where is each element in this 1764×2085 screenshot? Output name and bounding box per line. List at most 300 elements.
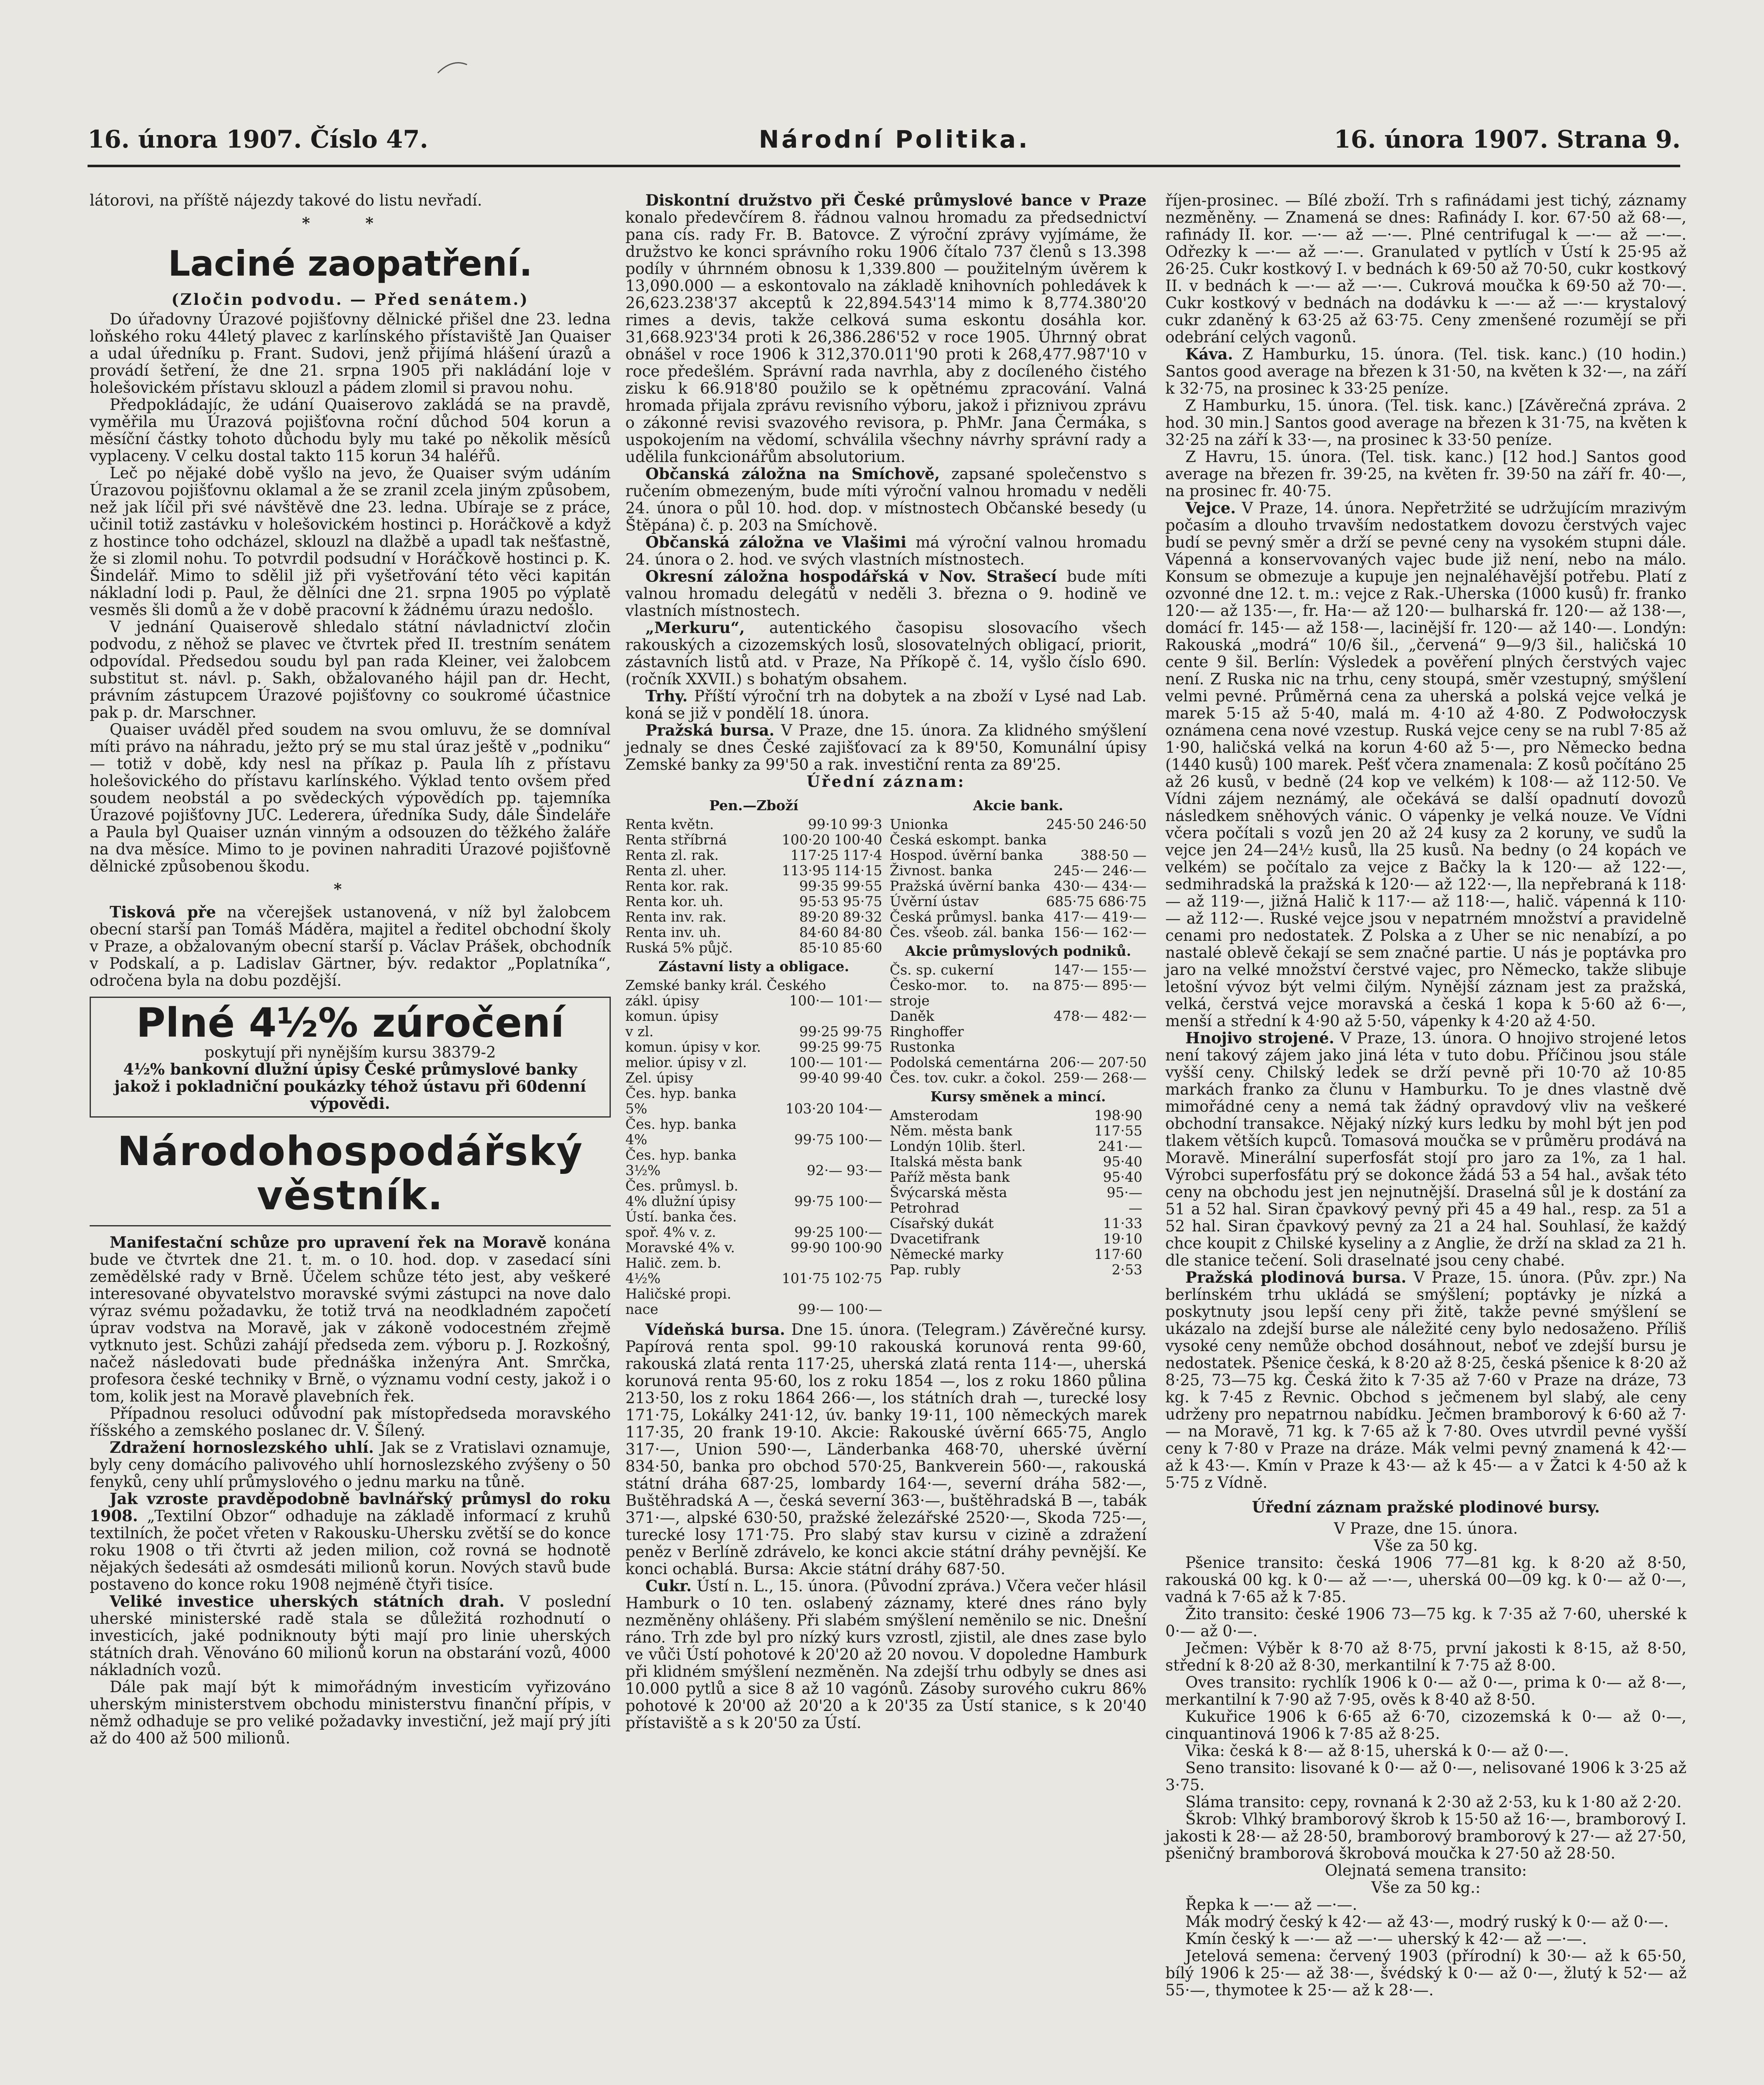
- row-label: zákl. úpisy: [625, 992, 700, 1009]
- row-value: 100·90: [834, 1239, 882, 1256]
- paragraph: [625, 722, 1147, 773]
- row-label: Ústí. banka čes.: [625, 1208, 737, 1225]
- row-label: Dvacetifrank: [890, 1231, 980, 1247]
- article-subtitle: (Zločin podvodu. — Před senátem.): [171, 290, 529, 309]
- row-value: 478·—: [1054, 1008, 1098, 1024]
- row-label: Italská města bank: [890, 1153, 1022, 1170]
- divider: [90, 1225, 611, 1226]
- paragraph: Leč po nějaké době vyšlo na jevo, že Quaiser svým udáním Úrazovou pojišťovnu oklamal a že se zranil zcela jiným způsobem, než jak líčil při své návštěvě dne 23. ledna. Ubíraje se z práce, učinil totiž zastávku v holešovickém hostinci p. Horáčkově a když z hostince toho odcházel, sklouzl na dlažbě a upadl tak nešťastně, že si zlomil nohu. To potvrdil podsudní v Horáčkově hostinci p. K. Šindelář. Mimo to sdělil již při vyšetřování této věci kapitán nákladní lodi p. Paul, že dělníci dne 21. srpna 1905 po výplatě vesměs šli domů a že v době pracovní k žádnému úrazu nedošlo.: [90, 464, 611, 619]
- masthead-title: Národní Politika.: [759, 125, 1030, 153]
- row-label: 4%: [625, 1131, 647, 1148]
- row-value: 19·10: [1103, 1231, 1142, 1247]
- table-row: [890, 977, 1147, 1008]
- table-row: [890, 1138, 1147, 1154]
- column-3: [1165, 192, 1686, 1999]
- row-value: 100·—: [789, 1054, 834, 1070]
- row-label: Zemské banky král. Českého: [625, 977, 826, 993]
- table-row: [890, 1262, 1147, 1277]
- paragraph-lead: Jak vzroste pravděpodobně bavlnářský průmysl do roku 1908.: [90, 1490, 611, 1525]
- table-row: [625, 1147, 882, 1163]
- row-value: 268·—: [1102, 1070, 1147, 1086]
- row-value: 259·—: [1054, 1070, 1098, 1086]
- row-label: Německé marky: [890, 1246, 1004, 1262]
- row-value: 85·10: [799, 940, 839, 956]
- row-label: Švýcarská města: [890, 1184, 1007, 1201]
- row-label: Paříž města bank: [890, 1169, 1010, 1185]
- section-subtitle: V Praze, dne 15. února.: [1334, 1520, 1518, 1537]
- row-value: 95·53: [799, 893, 839, 909]
- header-rule: [88, 165, 1680, 167]
- row-label: Renta zl. rak.: [625, 847, 719, 863]
- row-value: 99·25: [799, 1039, 839, 1055]
- row-value: —: [1133, 847, 1147, 863]
- row-value: 162·—: [1102, 924, 1147, 940]
- paragraph-text: V Praze, 14. února. Nepřetržité se udržujícím mrazivým počasím a dlouho trvavším nedostatkem dovozu čerstvých vajec budí se pevný směr a drží se pevné ceny na vysokém stupni dále. Vápenná a konservovaných vajec bude již není, nebo na málo. Konsum se obmezuje a kupuje jen nejnaléhavější potřebu. Platí z ozvonné dne 12. t. m.: vejce z Rak.-Uherska (1000 kusů) fr. franko 120·— až 135·—, fr. Ha·— až 120·— bulharská fr. 120·— až 138·—, domácí fr. 145·— až 158·—, lacinější fr. 120·— až 140·—. Londýn: Rakouská „modrá“ 10/6 šil., „červená“ 9—9/3 šil., haličská 10 cente 9 šil. Berlín: Výsledek a pověření plných čerstvých vajec není. Z Ruska nic na trhu, ceny stoupá, směr vzestupný, smýšlení velmi pevné. Průměrná cena za uherská a polská vejce velká je marek 5·15 až 5·40, malá m. 4·10 až 4·80. Z Podwołoczysk oznámena cena nové vzestup. Ruská vejce ceny se na rubl 7·85 až 1·90, haličská velká na korun 4·60 až 5·—, pro Německo bedna (1440 kusů) 100 marek. Pešť včera znamenala: Z kosů počítáno 25 až 26 kusů, v bedně (24 kop ve velkém) k 108·— až 112·50. Ve Vídni zájem neznámý, ale očekává se další opadnutí dovozů následkem sněhových vánic. O vápenky je velká nouze. Ve Vídni včera počítali s vozů jen 20 až 24 kusy za 2 koruny, ve sudů la vejce jen 24—24½ kusů, lla 25 kusů. Na bedny (o 24 kopách ve velkém) se počítalo za vejce z Bačky la k 120·— až 122·—, sedmihradská la pražská k 120·— až 122·—, lla nepřebraná k 118·— až 119·—, jižná Halič k 117·— až 118·—, halič. vápenná k 110·— až 112·—. Ruské vejce jsou v nepatrném množství a pravidelně cenami pro nedostatek. Z Polska a z Uher se nic nenabízí, a po nastalé oblevě čekají se sem značné partie. U nás je poptávka pro jaro na velké množství čerstvé vajec, pro Německo, takže slibuje letošní vývoz být velmi čilým. Nynější záznam jest za pražská, velká, čerstvá vejce moravská a česká 1 kopa k 5·60 až 6·—, menší a střední k 4·90 až 5·50, vápenky k 4·20 až 4·50.: [1165, 499, 1687, 1030]
- row-label: Amsterodam: [890, 1107, 979, 1123]
- row-value: 99·75: [794, 1193, 834, 1209]
- table-row: [890, 832, 1147, 847]
- paragraph: Kmín český k —·— až —·— uherský k 42·— až —·—.: [1185, 1930, 1587, 1948]
- table-row: [890, 1108, 1147, 1123]
- table-row: [890, 1123, 1147, 1138]
- table-header: Kursy směnek a mincí.: [930, 1088, 1106, 1105]
- paragraph-text: Jak se z Vratislavi oznamuje, byly ceny domácího palivového uhlí hornoslezského zvýšeny o 50 fenyků, ceny uhlí průmyslového o jednu marku na tůně.: [90, 1439, 611, 1491]
- row-label: Hospod. úvěrní banka: [890, 847, 1043, 863]
- table-row: [625, 816, 882, 832]
- row-value: 99·90: [790, 1239, 830, 1256]
- table-title: Úřední záznam:: [806, 772, 966, 791]
- row-value: 99·40: [799, 1070, 839, 1086]
- table-row: [625, 1132, 882, 1147]
- paragraph-lead: Trhy.: [645, 687, 688, 705]
- paragraph-lead: Diskontní družstvo při České průmyslové bance v Praze: [645, 191, 1147, 209]
- paragraph: [1165, 1030, 1686, 1269]
- table-body: [625, 816, 882, 955]
- paragraph: [625, 619, 1147, 688]
- row-value: 101·—: [838, 992, 882, 1009]
- table-row: [625, 847, 882, 863]
- paragraph: [625, 534, 1147, 568]
- table-row: [625, 1055, 882, 1070]
- row-value: 685·75: [1046, 893, 1094, 909]
- row-value: 117·60: [1094, 1246, 1142, 1262]
- row-label: Renta květn.: [625, 816, 714, 832]
- row-value: 100·—: [838, 1301, 882, 1317]
- row-value: 100·—: [838, 1131, 882, 1148]
- pencil-mark-decoration: [436, 56, 469, 77]
- column-1: [90, 192, 611, 1747]
- table-row: [890, 1154, 1147, 1169]
- row-value: 99·75: [843, 1023, 882, 1040]
- paragraph: Žito transito: české 1906 73—75 kg. k 7·35 až 7·60, uherské k 0·— až 0·—.: [1165, 1605, 1686, 1640]
- row-value: 100·40: [834, 831, 882, 848]
- paragraph-lead: „Merkuru“,: [645, 618, 745, 637]
- paragraph: Z Havru, 15. února. (Tel. tisk. kanc.) [12 hod.] Santos good average na březen fr. 39·25, na květen fr. 39·50 na září fr. 40·—, na prosinec fr. 40·75.: [1165, 448, 1686, 500]
- row-label: Císařský dukát: [890, 1215, 994, 1231]
- row-value: 419·—: [1102, 909, 1147, 925]
- paragraph: Předpokládajíc, že udání Quaiserovo zakládá se na pravdě, vyměřila mu Úrazová pojišťovna roční důchod 504 korun a měsíční částky tohoto důchodu byly mu také po několik měsíců vyplaceny. V celku dostal takto 115 korun 34 haléřů.: [90, 396, 611, 465]
- ad-line: 4½% bankovní dlužní úpisy České průmyslové banky jakož i pokladniční poukázky téhož ústavu při 60denní výpovědi.: [114, 1060, 586, 1113]
- row-label: Podolská cementárna: [890, 1054, 1040, 1070]
- paragraph-text: zapsané společenstvo s ručením obmezeným, bude míti výroční valnou hromadu v neděli 24. února o půl 10. hod. dop. v místnostech Občanské besedy (u Štěpána) č. p. 203 na Smíchově.: [625, 465, 1147, 534]
- row-value: 101·75: [782, 1270, 830, 1286]
- row-label: Čes. tov. cukr. a čokol.: [890, 1070, 1046, 1086]
- row-label: spoř. 4% v. z.: [625, 1224, 716, 1240]
- quotes-left: [625, 794, 882, 1317]
- table-row: [890, 1185, 1147, 1200]
- row-label: Čes. všeob. zál. banka: [890, 924, 1044, 940]
- table-row: [625, 1039, 882, 1055]
- paragraph-text: „Textilní Obzor“ odhaduje na základě informací z kruhů textilních, že počet vřeten v Rakousku-Uhersku zvětší se do konce roku 1908 o tři čtvrti až jeden milion, což rovná se hodnotě nějakých šedesáti až osmdesáti milionů korun. Nových stavů bude postaveno do konce roku 1908 nejméně čtyři tisíce.: [90, 1507, 611, 1593]
- table-row: [625, 1224, 882, 1240]
- row-value: 388·50: [1080, 847, 1129, 863]
- table-row: [625, 1163, 882, 1178]
- row-value: 89·20: [799, 909, 839, 925]
- row-label: Čes. hyp. banka: [625, 1116, 737, 1132]
- row-label: Renta stříbrná: [625, 831, 727, 848]
- paragraph-lead: Zdražení hornoslezského uhlí.: [110, 1438, 374, 1457]
- row-label: Renta kor. uh.: [625, 893, 724, 909]
- paragraph-text: Příští výroční trh na dobytek a na zboží v Lysé nad Lab. koná se již v pondělí 18. února.: [625, 687, 1147, 722]
- paragraph-lead: Vejce.: [1185, 499, 1236, 517]
- row-label: 5%: [625, 1100, 647, 1117]
- ad-line: poskytují při nynějším kursu 38379-2: [204, 1043, 496, 1061]
- row-value: 117·25: [790, 847, 839, 863]
- table-row: [625, 1193, 882, 1209]
- paragraph: Případnou resoluci odůvodní pak místopředseda moravského říšského a zemského poslanec dr. V. Šílený.: [90, 1404, 611, 1439]
- table-row: [625, 1286, 882, 1301]
- row-label: Čes. hyp. banka: [625, 1147, 737, 1163]
- paragraph: Dále pak mají být k mimořádným investicím vyřizováno uherským ministerstvem obchodu ministerstvu finanční přípis, v němž odhaduje se pro veliké požadavky investiční, jež mají prý jíti až do 400 až 500 milionů.: [90, 1678, 611, 1747]
- paragraph: [625, 688, 1147, 722]
- table-row: [625, 1085, 882, 1101]
- table-row: [625, 1255, 882, 1271]
- paragraph-lead: Pražská plodinová bursa.: [1185, 1268, 1407, 1286]
- paragraph: Quaiser uváděl před soudem na svou omluvu, že se domníval míti právo na náhradu, ježto prý se mu stal úraz ještě v „podniku“ — totiž v době, kdy nesl na příkaz p. Paula líh z přístavu holešovického do přístavu karlínského. Výklad tento ovšem před soudem neobstál a po svědeckých výpovědích pp. tajemníka Úrazové pojišťovny JUC. Lederera, úředníka Sudy, dále Šindeláře a Paula byl Quaiser uznán vinným a odsouzen do těžkého žaláře na dva měsíce. Mimo to je povinen nahraditi Úrazové pojišťovně dělnické způsobenou škodu.: [90, 721, 611, 875]
- row-label: Renta kor. rak.: [625, 878, 729, 894]
- paragraph: [90, 904, 611, 989]
- table-row: [890, 1200, 1147, 1216]
- header-right: 16. února 1907. Strana 9.: [1334, 125, 1681, 153]
- paragraph-text: V Praze, 15. února. (Pův. zpr.) Na berlínském trhu ukládá se smýšlení; poptávky je nízká a poskytnuty jsou lepší ceny při žitě, takže pevné smýšlení se ukázalo na zdejší burse ale náležité ceny bylo nedosaženo. Příliš vysoké ceny nemůže obchod dosáhnout, neboť ve zdejší bursu je nedostatek. Pšenice česká, k 8·20 až 8·25, česká pšenice k 8·20 až 8·25, 73—75 kg. Česká žito k 7·35 až 7·60 v Praze na dráze, 73 kg. k 7·45 z Revnic. Obchod s ječmenem byl slabý, ale ceny udrženy pro nepatrnou nabídku. Ječmen bramborový k 6·60 až 7·— na Moravě, 71 kg. k 7·65 až k 7·80. Oves utvrdil pevné vyšší ceny k 7·80 v Praze na dráze. Mák velmi pevný znamená k 42·— až k 43·—. Kmín v Praze k 43·— až k 45·— a v Žatci k 4·50 až k 5·75 z Vídně.: [1165, 1269, 1687, 1492]
- paragraph-lead: Vídeňská bursa.: [645, 1320, 785, 1339]
- paragraph: Řepka k —·— až —·—.: [1185, 1896, 1358, 1914]
- row-label: Unionka: [890, 816, 948, 832]
- column-2: [625, 192, 1147, 1731]
- table-row: [625, 924, 882, 940]
- table-row: [890, 894, 1147, 909]
- row-value: 198·90: [1094, 1107, 1142, 1123]
- paragraph: [90, 1234, 611, 1405]
- table-row: [625, 909, 882, 924]
- row-label: Čs. sp. cukerní: [890, 962, 994, 978]
- table-row: [890, 1216, 1147, 1231]
- table-row: [890, 1024, 1147, 1039]
- table-header: Zástavní listy a obligace.: [658, 958, 849, 975]
- table-row: [625, 977, 882, 993]
- row-value: 113·95: [782, 862, 830, 879]
- paragraph-lead: Občanská záložna na Smíchově,: [645, 465, 940, 483]
- paragraph: [90, 1593, 611, 1678]
- paragraph-lead: Cukr.: [645, 1577, 692, 1595]
- table-row: [890, 1008, 1147, 1024]
- paragraph: říjen-prosinec. — Bílé zboží. Trh s rafinádami jest tichý, záznamy nezměněny. — Znamená se dnes: Rafinády I. kor. 67·50 až 68·—, rafinády II. kor. —·— až —·—. Plné centrifugal k —·— až —·—. Odřezky k —·— až —·—. Granulated v pytlích v Ústí k 25·95 až 26·25. Cukr kostkový I. v bednách k 69·50 až 70·50, cukr kostkový II. v bednách k —·— až —·—. Cukrová moučka k 69·50 až 70·—. Cukr kostkový v bednách na dodávku k —·— až —·— krystalový cukr zdaněný k 63·25 až 63·75. Ceny zmenšené rozumějí se při odebrání celých vagonů.: [1165, 191, 1686, 346]
- row-value: 99·25: [794, 1224, 834, 1240]
- paragraph: Vika: česká k 8·— až 8·15, uherská k 0·— až 0·—.: [1185, 1742, 1569, 1760]
- row-label: komun. úpisy: [625, 1008, 719, 1024]
- row-value: 99·35: [799, 878, 839, 894]
- quotes-right: [890, 794, 1147, 1317]
- row-value: 434·—: [1102, 878, 1147, 894]
- intro-text: látorovi, na příště nájezdy takové do listu nevřadí.: [90, 191, 482, 209]
- paragraph: [90, 1439, 611, 1490]
- row-value: 99·3: [851, 816, 882, 832]
- row-value: 207·50: [1098, 1054, 1147, 1070]
- row-value: 85·60: [843, 940, 882, 956]
- table-row: [890, 1070, 1147, 1085]
- paragraph: [625, 465, 1147, 534]
- row-value: 100·20: [782, 831, 830, 848]
- paragraph: [625, 1321, 1147, 1578]
- row-value: 99·—: [798, 1301, 834, 1317]
- row-value: 95·75: [843, 893, 882, 909]
- table-header: Akcie průmyslových podniků.: [905, 943, 1132, 959]
- row-value: 245·50: [1046, 816, 1094, 832]
- paragraph-text: V Praze, 13. února. O hnojivo strojené letos není takový zájem jako jiná léta v tuto dobu. Příčinou jsou stále vyšší ceny. Chilský ledek se drží pevně při 10·70 až 10·85 markách franko za člunu v Hamburku. To je dnes vlastně dvě mimořádné ceny a nemá tak žádný opravdový vliv na veškeré obchodní transakce. Nějaký nízký kurs ledku by mohl být jen pod tlakem větších kupců. Tomasová moučka se v průměru prodává na Moravě. Minerální superfosfát stojí pro jaro za 1%, za 1 hal. Výrobci superfosfátu prý se dokonce žádá 53 a 54 hal., avšak této ceny na obchodu jest jen nejnutnější. Draselná sůl je k dostání za 51 a 52 hal. Siran čpavkový pevný při 45 a 49 hal., resp. za 51 a 52 hal. Siran čpavkový pevný za 21 a 24 hal. Souhlasí, že každý chce koupit z Chilské kyseliny a z Anglie, že drží na sklad za 21 h. dle stanice tečení. Soli draselnaté jsou ceny chabé.: [1165, 1029, 1687, 1269]
- table-row: [625, 1008, 882, 1024]
- table-row: [890, 1231, 1147, 1246]
- row-label: Něm. města bank: [890, 1123, 1012, 1139]
- row-label: Rustonka: [890, 1039, 956, 1055]
- paragraph: Mák modrý český k 42·— až 43·—, modrý ruský k 0·— až 0·—.: [1185, 1913, 1669, 1931]
- row-value: 95·40: [1103, 1153, 1142, 1170]
- table-row: [890, 878, 1147, 894]
- section-note: Vše za 50 kg.: [1374, 1537, 1478, 1555]
- table-row: [625, 1209, 882, 1224]
- row-value: 101·—: [838, 1054, 882, 1070]
- section-title-oil: Olejnatá semena transito:: [1325, 1861, 1527, 1879]
- row-value: 241·—: [1098, 1138, 1142, 1154]
- row-value: 100·—: [838, 1193, 882, 1209]
- table-row: [625, 832, 882, 847]
- paragraph: [625, 568, 1147, 619]
- row-value: 99·40: [843, 1070, 882, 1086]
- table-row: [890, 847, 1147, 863]
- paragraph: Seno transito: lisované k 0·— až 0·—, nelisované 1906 k 3·25 až 3·75.: [1165, 1759, 1686, 1794]
- table-row: [625, 1116, 882, 1132]
- quotes-table: [625, 794, 1147, 1317]
- row-value: 100·—: [838, 1224, 882, 1240]
- paragraph: [625, 192, 1147, 465]
- row-value: 95·—: [1107, 1184, 1142, 1201]
- paragraph: V jednání Quaiserově shledalo státní návladnictví zločin podvodu, z něhož se plavec ve čtvrtek před II. trestním senátem odpovídal. Předsedou soudu byl pan rada Kleiner, vei žalobcem substitut st. návl. p. Sakh, obžalovaného hájil pan dr. Hecht, právním zástupcem Úrazové pojišťovny co soukromé účastnice pak p. dr. Marschner.: [90, 618, 611, 721]
- row-value: 147·—: [1054, 962, 1098, 978]
- table-row: [890, 1055, 1147, 1070]
- paragraph-text: konána bude ve čtvrtek dne 21. t. m. o 10. hod. dop. v zasedací síni zemědělské rady v Brně. Účelem schůze této jest, aby veškeré interesované obyvatelstvo moravské svými zástupci na nove dalo výraz svému požadavku, že totiž trvá na neodkladném započetí úprav vodstva na Moravě, jak v zákoně vodocestném zřejmě vytknuto jest. Schůzi zahájí předseda zem. výboru p. J. Rozkošný, načež následovati bude přednáška inženýra Ant. Smrčka, profesora české techniky v Brně, o významu vodní cesty, jakož i o tom, kolik jest na Moravě plavebních řek.: [90, 1233, 611, 1405]
- row-label: Česká průmysl. banka: [890, 909, 1044, 925]
- row-label: Haličské propi.: [625, 1286, 731, 1302]
- paragraph-text: V Praze, dne 15. února. Za klidného smýšlení jednaly se dnes České zajišťovací za k 89'50, Komunální úpisy Zemské banky za 99'50 a rak. investiční renta za 89'25.: [625, 721, 1147, 774]
- section-title-bursa: Úřední záznam pražské plodinové bursy.: [1252, 1498, 1600, 1516]
- table-row: [890, 909, 1147, 924]
- paragraph-text: na včerejšek ustanovená, v níž byl žalobcem obecní starší pan Tomáš Máděra, majitel a ředitel obchodní školy v Praze, a obžalovaným obecní starší p. Václav Prášek, obchodník v Podskalí, a p. Ladislav Gärtner, býv. redaktor „Poplatníka“, odročena byla na dobu pozdější.: [90, 903, 611, 990]
- row-value: 117·55: [1094, 1123, 1142, 1139]
- paragraph: [90, 1490, 611, 1593]
- paragraph-lead: Veliké investice uherských státních drah.: [110, 1592, 505, 1610]
- row-value: 206·—: [1050, 1054, 1094, 1070]
- paragraph: Kukuřice 1906 k 6·65 až 6·70, cizozemská k 0·— až 0·—, cinquantinová 1906 k 7·85 až 8·25.: [1165, 1708, 1686, 1743]
- row-label: nace: [625, 1301, 658, 1317]
- paragraph-lead: Káva.: [1185, 345, 1233, 363]
- row-value: 99·55: [843, 878, 882, 894]
- row-value: 246·50: [1098, 816, 1147, 832]
- paragraph: Pšenice transito: česká 1906 77—81 kg. k 8·20 až 8·50, rakouská 00 kg. k 0·— až —·—, uherská 00—09 kg. k 0·— až 0·—, vadná k 7·65 až k 7·85.: [1165, 1554, 1686, 1606]
- row-label: melior. úpisy v zl.: [625, 1054, 747, 1070]
- table-body: [890, 962, 1147, 1085]
- row-label: Moravské 4% v.: [625, 1239, 735, 1256]
- table-row: [890, 962, 1147, 977]
- row-value: 895·—: [1102, 977, 1147, 993]
- row-label: Zel. úpisy: [625, 1070, 693, 1086]
- table-row: [890, 924, 1147, 940]
- table-row: [625, 940, 882, 955]
- table-row: [890, 1039, 1147, 1055]
- row-value: 430·—: [1054, 878, 1098, 894]
- row-value: 114·15: [834, 862, 882, 879]
- row-label: Ruská 5% půjč.: [625, 940, 733, 956]
- row-value: 156·—: [1054, 924, 1098, 940]
- row-label: Pap. rubly: [890, 1261, 961, 1278]
- paragraph-text: konalo předevčírem 8. řádnou valnou hromadu za předsednictví pana cís. rady Fr. B. Batovce. Z výroční zprávy vyjímáme, že družstvo ke konci správního roku 1906 čítalo 737 členů s 13.398 podíly v úhrnném obnosu k 1,339.800 — použitelným úvěrem k 13,090.000 — a eskontovalo na základě knihovních pohledávek k 26,623.238'37 akceptů k 22,894.543'14 mimo k 8,774.380'20 rimes a devis, takže celková suma eskontu dosáhla kor. 31,668.923'34 proti k 26,386.286'52 v roce 1905. Úhrnný obrat obnášel v roce 1906 k 312,370.011'90 proti k 268,477.987'10 v roce předešlém. Správní rada navrhla, aby z docíleného čistého zisku k 66.918'80 použilo se k opětnému zpracování. Valná hromada přijala zprávu revisního výboru, jakož i přiznivou zprávu o zákonné revisi svazového revisora, p. PhMr. Jana Čermáka, s uspokojením na vědomí, schválila všechny návrhy správní rady a udělila funkcionářům absolutorium.: [625, 208, 1147, 466]
- row-value: 875·—: [1054, 977, 1098, 993]
- row-label: Česká eskompt. banka: [890, 831, 1047, 848]
- row-value: 84·80: [843, 924, 882, 940]
- paragraph: Jetelová semena: červený 1903 (přírodní) k 30·— až k 65·50, bílý 1906 k 25·— až 38·—, švédský k 0·— až 0·—, žlutý k 52·— až 55·—, thymotee k 25·— až k 28·—.: [1165, 1947, 1686, 1999]
- paragraph-lead: Pražská bursa.: [645, 721, 775, 739]
- paragraph-lead: Manifestační schůze pro upravení řek na Moravě: [110, 1233, 547, 1251]
- separator-star: *: [334, 880, 367, 898]
- row-label: Petrohrad: [890, 1200, 959, 1216]
- paragraph: Ječmen: Výběr k 8·70 až 8·75, první jakosti k 8·15, až 8·50, střední k 8·20 až 8·30, merkantilní k 7·75 až 8·00.: [1165, 1639, 1686, 1674]
- table-body: [625, 977, 882, 1317]
- table-row: [625, 1024, 882, 1039]
- paragraph: Do úřadovny Úrazové pojišťovny dělnické přišel dne 23. ledna loňského roku 44letý plavec z karlínského přístaviště Jan Quaiser a udal úředníku p. Frant. Sudovi, jenž přijímá hlášení úrazů a provádí šetření, že dne 21. srpna 1905 při nakládání loje v holešovickém přístavu sklouzl a pádem zlomil si pravou nohu.: [90, 310, 611, 397]
- table-row: [625, 1271, 882, 1286]
- paragraph-text: Dne 15. února. (Telegram.) Závěrečné kursy. Papírová renta spol. 99·10 rakouská korunová renta 99·60, rakouská zlatá renta 117·25, uherská zlatá renta 114·—, uherská korunová renta 95·60, los z roku 1854 —, los z roku 1860 půlina 213·50, los z roku 1864 266·—, los státních drah —, turecké losy 171·75, Lokálky 241·12, úv. banky 19·11, 100 německých marek 117·35, 20 frank 19·10. Akcie: Rakouské úvěrní 665·75, Anglo 317·—, Union 590·—, Länderbanka 468·70, uherské úvěrní 834·50, banka pro obchod 570·25, Bankverein 560·—, rakouská státní dráha 687·25, lombardy 164·—, severní dráha 582·—, Buštěhradská A —, česká severní 363·—, buštěhradská B —, tabák 371·—, alpské 630·50, pražské železářské 2520·—, Skoda 725·—, turecké losy 171·75. Pro slabý stav kursu v cizině a zdražení peněz v Berlíně zdrávelo, ke konci akcie státní dráhy pevnější. Ke konci ochablá. Bursa: Akcie státní dráhy 687·50.: [625, 1321, 1147, 1578]
- table-row: [890, 863, 1147, 878]
- paragraph-text: Ústí n. L., 15. února. (Původní zpráva.) Včera večer hlásil Hamburk o 10 ten. oslabený záznamy, které dnes ráno byly nezměněny ohlášeny. Při slabém smýšlení neměnilo se nic. Dnešní ráno. Trh zde byl pro nízký kurs vzrostl, zjistil, ale dnes zase bylo ve vůči Ústí pohotové k 20'20 až 20 novou. V dopoledne Hamburk při klidném smýšlení nezměněn. Na zdejší trhu odbyly se dnes asi 10.000 pytlů a sice 8 až 10 vagónů. Zásoby surového cukru 86% pohotové k 20'00 až 20'20 a k 20'35 za Ústí stanice, s k 20'40 přístaviště a s k 20'50 za Ústí.: [625, 1577, 1147, 1732]
- row-label: Londýn 10lib. šterl.: [890, 1138, 1026, 1154]
- paragraph-text: má výroční valnou hromadu 24. února o 2. hod. ve svých vlastních místnostech.: [625, 533, 1147, 568]
- paragraph-text: bude míti valnou hromadu delegátů v neděli 3. března o 9. hodině ve vlastních místnostech.: [625, 568, 1147, 620]
- row-label: Živnost. banka: [890, 862, 993, 879]
- row-label: Renta zl. uher.: [625, 862, 727, 879]
- table-row: [625, 1070, 882, 1085]
- paragraph: [625, 1578, 1147, 1731]
- bank-advertisement: [90, 997, 611, 1118]
- table-row: [625, 1301, 882, 1317]
- paragraph-text: V poslední uherské ministerské radě stala se důležitá rozhodnutí o investicích, jaké podniknouty býti mají pro linie uherských státních drah. Věnováno 60 milionů korun na obstarání vozů, 4000 nákladních vozů.: [90, 1593, 611, 1679]
- row-value: 2·53: [1112, 1261, 1142, 1278]
- row-value: 102·75: [834, 1270, 882, 1286]
- row-value: 103·20: [785, 1100, 834, 1117]
- row-value: 99·75: [794, 1131, 834, 1148]
- paragraph-lead: Tisková pře: [110, 903, 216, 921]
- row-label: 3½%: [625, 1162, 661, 1178]
- table-row: [890, 1246, 1147, 1262]
- table-body: [890, 1108, 1147, 1277]
- row-label: Renta inv. uh.: [625, 924, 721, 940]
- row-label: Renta inv. rak.: [625, 909, 727, 925]
- row-value: 95·40: [1103, 1169, 1142, 1185]
- paragraph: Oves transito: rychlík 1906 k 0·— až 0·—, prima k 0·— až 8·—, merkantilní k 7·90 až 7·95, ověs k 8·40 až 8·50.: [1165, 1673, 1686, 1708]
- paragraph: [1165, 500, 1686, 1030]
- row-value: 99·25: [799, 1023, 839, 1040]
- row-value: 246·—: [1102, 862, 1147, 879]
- paragraph: Škrob: Vlhký bramborový škrob k 15·50 až 16·—, bramborový I. jakosti k 28·— až 28·50, bramborový bramborový k 27·— až 27·50, pšeničný bramborová škrobová moučka k 27·50 až 28·50.: [1165, 1810, 1686, 1862]
- row-value: 155·—: [1102, 962, 1147, 978]
- row-label: Čes. hyp. banka: [625, 1085, 737, 1101]
- table-row: [890, 1169, 1147, 1185]
- row-label: 4½%: [625, 1270, 661, 1286]
- row-value: 93·—: [846, 1162, 882, 1178]
- row-label: Česko-mor. to. na stroje: [890, 977, 1050, 1009]
- article-title-lacine: Laciné zaopatření.: [168, 243, 532, 284]
- row-value: 482·—: [1102, 1008, 1147, 1024]
- table-header: Akcie bank.: [973, 797, 1064, 814]
- table-body: [890, 816, 1147, 940]
- row-value: 117·4: [843, 847, 882, 863]
- table-row: [625, 993, 882, 1008]
- row-value: 84·60: [799, 924, 839, 940]
- table-row: [625, 878, 882, 894]
- row-label: komun. úpisy v kor.: [625, 1039, 761, 1055]
- paragraph: [1165, 1269, 1686, 1491]
- row-value: 417·—: [1054, 909, 1098, 925]
- paragraph-lead: Hnojivo strojené.: [1185, 1029, 1335, 1047]
- paragraph-text: Z Hamburku, 15. února. (Tel. tisk. kanc.) (10 hodin.) Santos good average na březen k 31·50, na květen k 32·—, na září k 32·75, na prosinec k 33·25 peníze.: [1165, 345, 1686, 397]
- table-row: [625, 1178, 882, 1193]
- section-note: Vše za 50 kg.:: [1371, 1879, 1480, 1897]
- row-label: Halič. zem. b.: [625, 1255, 721, 1271]
- row-value: 104·—: [838, 1100, 882, 1117]
- ad-headline: Plné 4½% zúročení: [136, 1000, 565, 1046]
- table-row: [625, 1101, 882, 1116]
- row-value: 245·—: [1054, 862, 1098, 879]
- paragraph-lead: Občanská záložna ve Vlašimi: [645, 533, 907, 551]
- paragraph-lead: Okresní záložna hospodářská v Nov. Strašecí: [645, 567, 1057, 585]
- row-label: 4% dlužní úpisy: [625, 1193, 735, 1209]
- row-label: Čes. průmysl. b.: [625, 1178, 738, 1194]
- table-row: [625, 1240, 882, 1255]
- paragraph-text: autentického časopisu slosovacího všech rakouských a cizozemských losů, slosovatelných obligací, priorit, zástavních listů atd. v Praze, Na Příkopě č. 14, vyšlo číslo 690. (ročník XXVII.) s bohatým obsahem.: [625, 619, 1147, 688]
- row-value: 99·75: [843, 1039, 882, 1055]
- row-label: Pražská úvěrní banka: [890, 878, 1041, 894]
- paragraph: Z Hamburku, 15. února. (Tel. tisk. kanc.) [Závěrečná zpráva. 2 hod. 30 min.] Santos good average na březen k 31·75, na květen k 32·25 na září k 33·—, na prosinec k 33·50 peníze.: [1165, 397, 1686, 449]
- table-row: [890, 816, 1147, 832]
- row-label: v zl.: [625, 1023, 654, 1040]
- separator-stars: * *: [302, 214, 399, 232]
- table-header: Pen.—Zboží: [709, 797, 798, 814]
- section-title-economic: Národohospodářský věstník.: [117, 1128, 583, 1219]
- row-value: —: [1129, 1200, 1142, 1216]
- header-left: 16. února 1907. Číslo 47.: [88, 125, 428, 153]
- table-row: [625, 863, 882, 878]
- row-value: 11·33: [1103, 1215, 1142, 1231]
- row-value: 99·10: [808, 816, 848, 832]
- paragraph: [1165, 346, 1686, 397]
- row-label: Úvěrní ústav: [890, 893, 979, 909]
